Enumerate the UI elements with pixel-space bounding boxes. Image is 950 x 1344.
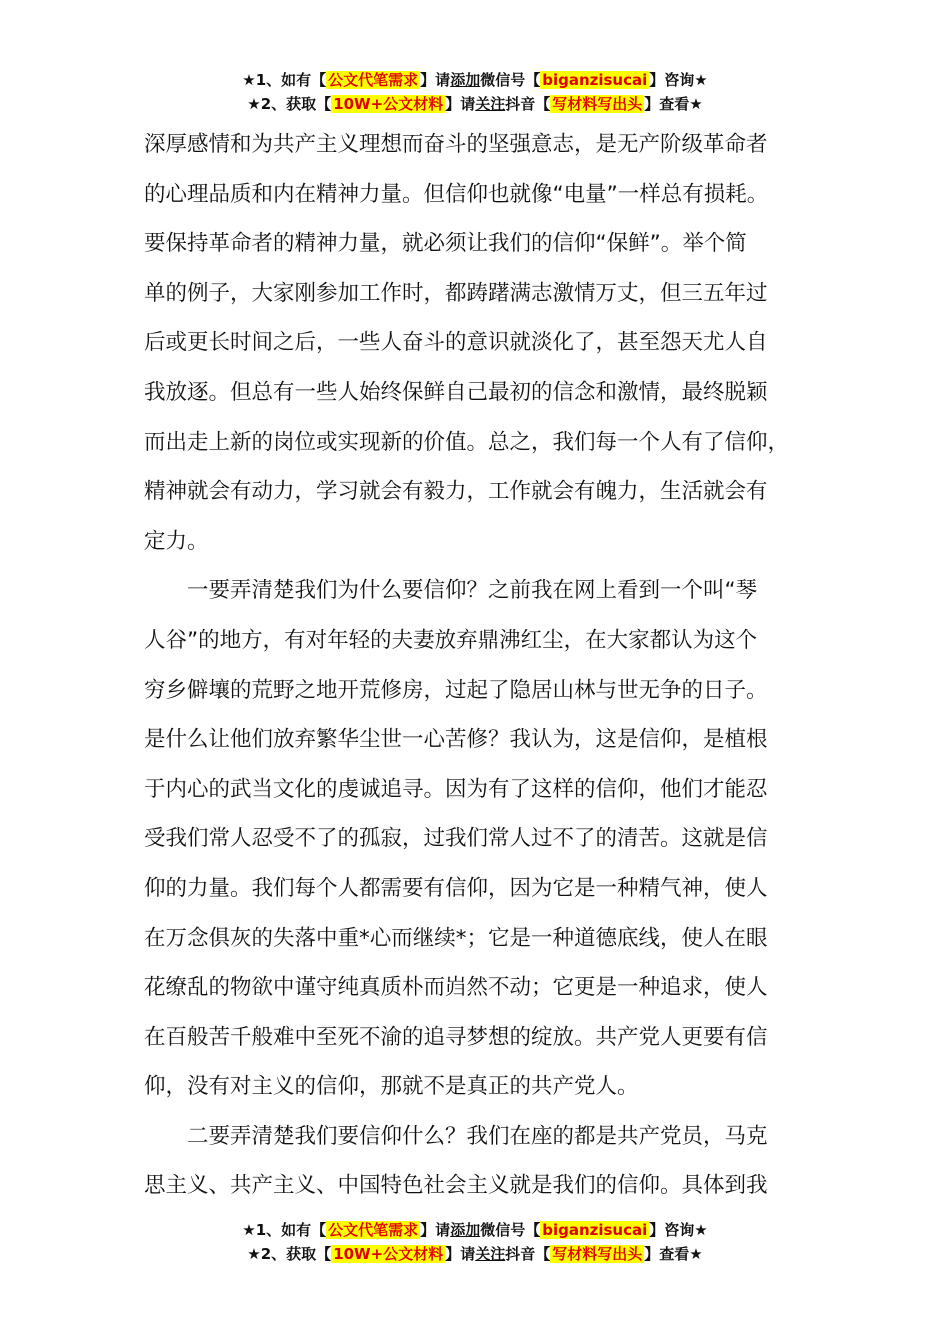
text-line: 花缭乱的物欲中谨守纯真质朴而岿然不动；它更是一种追求，使人: [144, 975, 768, 1001]
banner-text: 】咨询★: [649, 71, 708, 89]
text-line: 我放逐。但总有一些人始终保鲜自己最初的信念和激情，最终脱颖: [144, 379, 768, 405]
banner-text: ★1、如有【: [242, 71, 327, 89]
text-line: 是什么让他们放弃繁华尘世一心苦修？我认为，这是信仰，是植根: [144, 727, 768, 753]
banner-text: 】请: [445, 95, 476, 113]
paragraph-start-line: 二要弄清楚我们要信仰什么？我们在座的都是共产党员，马克: [187, 1123, 768, 1149]
text-line: 在万念俱灰的失落中重*心而继续*；它是一种道德底线，使人在眼: [144, 925, 768, 951]
banner-text: ★2、获取【: [247, 1245, 332, 1263]
text-line: 精神就会有动力，学习就会有毅力，工作就会有魄力，生活就会有: [144, 479, 768, 505]
banner-underlined: 关注: [475, 95, 506, 113]
highlight-materials: 10W+公文材料: [333, 1245, 444, 1263]
text-line: 在百般苦千般难中至死不渝的追寻梦想的绽放。共产党人更要有信: [144, 1024, 768, 1050]
banner-text: 】咨询★: [649, 1221, 708, 1239]
text-line: 单的例子，大家刚参加工作时，都踌躇满志激情万丈，但三五年过: [144, 280, 768, 306]
paragraph-start-line: 一要弄清楚我们为什么要信仰？之前我在网上看到一个叫“琴: [187, 578, 758, 604]
footer-banner: [0, 1218, 950, 1266]
banner-underlined: 关注: [475, 1245, 506, 1263]
banner-text: 】请: [420, 71, 451, 89]
highlight-douyin: 写材料写出头: [552, 95, 643, 113]
banner-text: ★1、如有【: [242, 1221, 327, 1239]
banner-text: 】请: [445, 1245, 476, 1263]
text-line: 受我们常人忍受不了的孤寂，过我们常人过不了的清苦。这就是信: [144, 826, 768, 852]
banner-text: ★2、获取【: [247, 95, 332, 113]
banner-underlined: 添加: [450, 1221, 481, 1239]
document-body: [144, 120, 814, 1211]
text-line: 定力。: [144, 528, 209, 554]
highlight-materials: 10W+公文材料: [333, 95, 444, 113]
text-line: 仰的力量。我们每个人都需要有信仰，因为它是一种精气神，使人: [144, 875, 768, 901]
text-line: 仰，没有对主义的信仰，那就不是真正的共产党人。: [144, 1074, 639, 1100]
banner-text: 微信号【: [480, 71, 541, 89]
highlight-service: 公文代笔需求: [328, 1221, 419, 1239]
text-line: 穷乡僻壤的荒野之地开荒修房，过起了隐居山林与世无争的日子。: [144, 677, 768, 703]
text-line: 于内心的武当文化的虔诚追寻。因为有了这样的信仰，他们才能忍: [144, 776, 768, 802]
highlight-wechat-id: biganzisucai: [542, 1221, 648, 1239]
banner-text: 微信号【: [480, 1221, 541, 1239]
text-line: 后或更长时间之后，一些人奋斗的意识就淡化了，甚至怨天尤人自: [144, 330, 768, 356]
text-line: 而出走上新的岗位或实现新的价值。总之，我们每一个人有了信仰，: [144, 429, 790, 455]
banner-underlined: 添加: [450, 71, 481, 89]
banner-text: 】请: [420, 1221, 451, 1239]
text-line: 要保持革命者的精神力量，就必须让我们的信仰“保鲜”。举个简: [144, 231, 747, 257]
highlight-douyin: 写材料写出头: [552, 1245, 643, 1263]
text-line: 思主义、共产主义、中国特色社会主义就是我们的信仰。具体到我: [144, 1173, 768, 1199]
banner-line-2: [0, 1242, 950, 1266]
text-line: 人谷”的地方，有对年轻的夫妻放弃鼎沸红尘，在大家都认为这个: [144, 627, 758, 653]
banner-text: 】查看★: [644, 95, 703, 113]
highlight-service: 公文代笔需求: [328, 71, 419, 89]
highlight-wechat-id: biganzisucai: [542, 71, 648, 89]
banner-text: 】查看★: [644, 1245, 703, 1263]
banner-text: 抖音【: [505, 95, 551, 113]
banner-line-1: [0, 68, 950, 92]
banner-line-1: [0, 1218, 950, 1242]
header-banner: [0, 68, 950, 116]
text-line: 深厚感情和为共产主义理想而奋斗的坚强意志，是无产阶级革命者: [144, 132, 768, 157]
text-line: 的心理品质和内在精神力量。但信仰也就像“电量”一样总有损耗。: [144, 181, 769, 207]
banner-text: 抖音【: [505, 1245, 551, 1263]
banner-line-2: [0, 92, 950, 116]
